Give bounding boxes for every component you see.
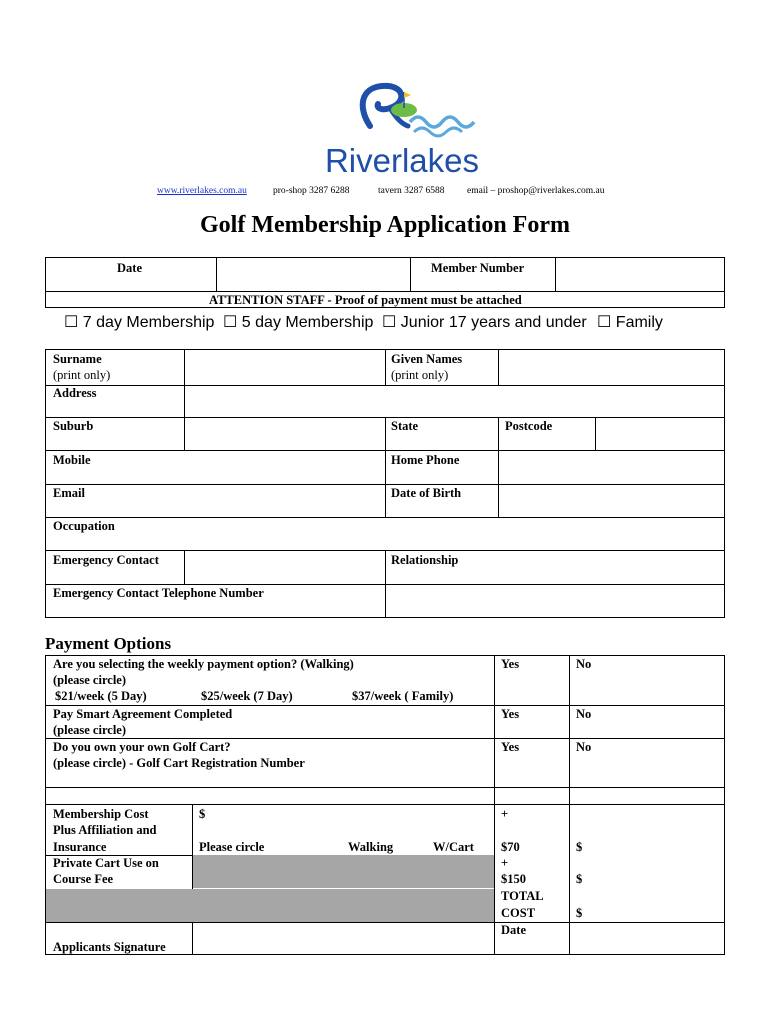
rate-7-day[interactable]: $25/week (7 Day) (201, 689, 293, 703)
suburb-field[interactable] (185, 418, 385, 450)
occupation-label: Occupation (53, 519, 115, 533)
given-names-field[interactable] (499, 350, 724, 385)
email-contact[interactable]: email – proshop@riverlakes.com.au (467, 186, 605, 196)
state-label: State (391, 419, 419, 433)
surname-print-note: (print only) (53, 368, 111, 382)
golf-cart-question: Do you own your own Golf Cart? (53, 740, 231, 754)
signature-field[interactable] (193, 923, 494, 954)
postcode-field[interactable] (596, 418, 724, 450)
shaded-row (46, 889, 494, 922)
weekly-yes[interactable]: Yes (501, 657, 520, 671)
postcode-label: Postcode (505, 419, 553, 433)
member-number-field[interactable] (556, 258, 724, 291)
riverlakes-logo (312, 78, 492, 178)
paysmart-please-circle: (please circle) (53, 723, 126, 737)
option-5-day[interactable]: ☐ 5 day Membership (223, 314, 374, 331)
signature-date-label: Date (501, 923, 526, 937)
given-names-label: Given Names (391, 352, 463, 366)
private-cart-label: Private Cart Use on (53, 856, 159, 870)
date-field[interactable] (217, 258, 410, 291)
golf-cart-yes[interactable]: Yes (501, 740, 520, 754)
option-junior[interactable]: ☐ Junior 17 years and under (382, 314, 587, 331)
checkbox-icon[interactable]: ☐ (382, 314, 397, 331)
total-label: TOTAL (501, 889, 544, 903)
option-family[interactable]: ☐ Family (597, 314, 663, 331)
cost-wcart-option[interactable]: W/Cart (433, 840, 474, 854)
surname-label: Surname (53, 352, 102, 366)
checkbox-icon[interactable]: ☐ (64, 314, 79, 331)
suburb-label: Suburb (53, 419, 94, 433)
insurance-label: Insurance (53, 840, 107, 854)
paysmart-no[interactable]: No (576, 707, 592, 721)
cost-walking-option[interactable]: Walking (348, 840, 394, 854)
mobile-label: Mobile (53, 453, 91, 467)
home-phone-label: Home Phone (391, 453, 460, 467)
attention-staff-note: ATTENTION STAFF - Proof of payment must be attached (209, 293, 522, 307)
dob-label: Date of Birth (391, 486, 462, 500)
golf-cart-registration-label: (please circle) - Golf Cart Registration Number (53, 756, 305, 770)
email-label: Email (53, 486, 85, 500)
cart-fee-dollar: $ (576, 872, 583, 886)
tavern-phone: tavern 3287 6588 (378, 186, 445, 196)
address-field[interactable] (185, 386, 724, 417)
course-fee-label: Course Fee (53, 872, 114, 886)
checkbox-icon[interactable]: ☐ (597, 314, 612, 331)
given-names-print-note: (print only) (391, 368, 449, 382)
date-label: Date (117, 261, 142, 275)
membership-cost-dollar: $ (199, 807, 206, 821)
plus-affiliation-label: Plus Affiliation and (53, 823, 157, 837)
dob-field[interactable] (499, 485, 724, 517)
emergency-contact-field[interactable] (185, 551, 385, 584)
weekly-no[interactable]: No (576, 657, 592, 671)
address-label: Address (53, 386, 97, 400)
cart-fee: $150 (501, 872, 526, 886)
member-number-label: Member Number (431, 261, 525, 275)
total-dollar: $ (576, 906, 583, 920)
emergency-contact-label: Emergency Contact (53, 553, 159, 567)
applicant-signature-label: Applicants Signature (53, 940, 166, 954)
cost-please-circle: Please circle (199, 840, 265, 854)
relationship-label: Relationship (391, 553, 459, 567)
paysmart-yes[interactable]: Yes (501, 707, 520, 721)
cost-label: COST (501, 906, 536, 920)
signature-date-field[interactable] (570, 923, 724, 954)
checkbox-icon[interactable]: ☐ (223, 314, 238, 331)
logo-wordmark: Riverlakes (324, 142, 480, 178)
emergency-phone-label: Emergency Contact Telephone Number (53, 586, 264, 600)
page-title: Golf Membership Application Form (200, 212, 570, 238)
rate-family[interactable]: $37/week ( Family) (352, 689, 454, 703)
paysmart-label: Pay Smart Agreement Completed (53, 707, 233, 721)
option-7-day[interactable]: ☐ 7 day Membership (64, 314, 215, 331)
website-link[interactable]: www.riverlakes.com.au (157, 186, 247, 196)
plus-sign-1: + (501, 807, 509, 821)
weekly-option-question: Are you selecting the weekly payment option? (Walking) (53, 657, 354, 671)
proshop-phone: pro-shop 3287 6288 (273, 186, 350, 196)
payment-options-heading: Payment Options (45, 634, 172, 653)
shaded-cell (193, 855, 494, 888)
rate-5-day[interactable]: $21/week (5 Day) (55, 689, 147, 703)
affiliation-dollar: $ (576, 840, 583, 854)
weekly-please-circle: (please circle) (53, 673, 126, 687)
plus-sign-2: + (501, 856, 509, 870)
emergency-phone-field[interactable] (386, 585, 724, 617)
membership-cost-label: Membership Cost (53, 807, 149, 821)
surname-field[interactable] (185, 350, 385, 385)
golf-cart-no[interactable]: No (576, 740, 592, 754)
home-phone-field[interactable] (499, 451, 724, 484)
affiliation-fee: $70 (501, 840, 520, 854)
